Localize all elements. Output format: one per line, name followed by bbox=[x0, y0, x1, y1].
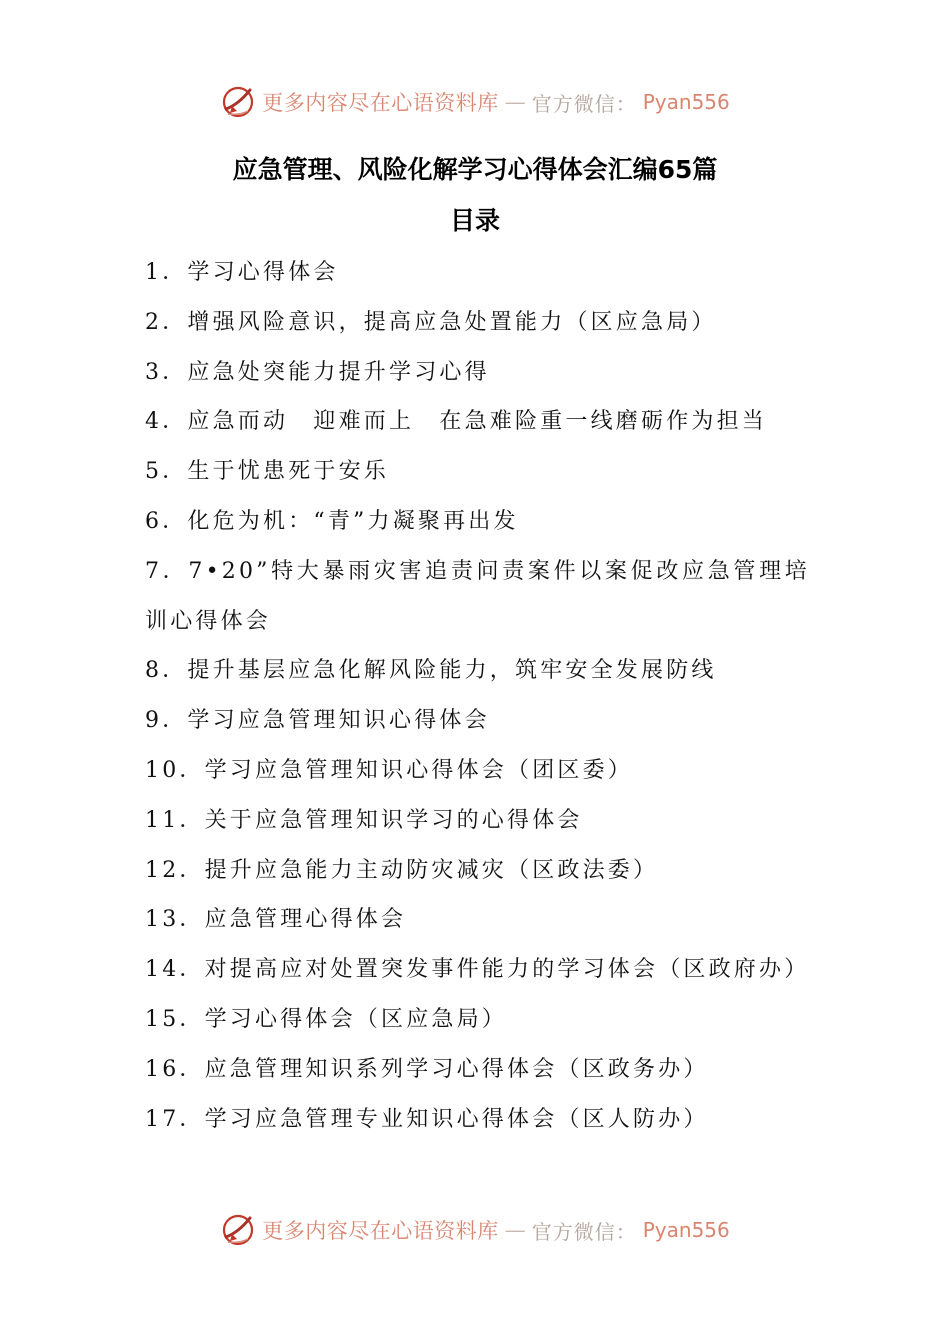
toc-item: 16．应急管理知识系列学习心得体会（区政务办） bbox=[145, 1056, 709, 1082]
toc-item: 7．7•20”特大暴雨灾害追责问责案件以案促改应急管理培训心得体会 bbox=[145, 558, 810, 634]
toc-item: 6．化危为机：“青”力凝聚再出发 bbox=[145, 508, 519, 534]
toc-item: 11．关于应急管理知识学习的心得体会 bbox=[145, 807, 583, 833]
toc-item: 2．增强风险意识，提高应急处置能力（区应急局） bbox=[145, 309, 717, 335]
watermark-official-label: 官方微信： bbox=[531, 1219, 637, 1244]
watermark-wechat-id: Pyan556 bbox=[642, 1218, 730, 1242]
watermark-text: 更多内容尽在心语资料库 bbox=[262, 91, 499, 115]
header-watermark bbox=[0, 84, 950, 120]
toc-item: 15．学习心得体会（区应急局） bbox=[145, 1006, 507, 1032]
toc-heading: 目录 bbox=[449, 206, 500, 235]
watermark-official-label: 官方微信： bbox=[531, 91, 637, 116]
watermark-text: 更多内容尽在心语资料库 bbox=[262, 1219, 499, 1243]
pen-circle-logo-icon bbox=[220, 84, 256, 120]
watermark-wechat-id: Pyan556 bbox=[642, 90, 730, 114]
watermark-separator: — bbox=[504, 90, 526, 114]
footer-watermark bbox=[0, 1212, 950, 1248]
toc-item: 12．提升应急能力主动防灾减灾（区政法委） bbox=[145, 857, 659, 883]
toc-item: 4．应急而动 迎难而上 在急难险重一线磨砺作为担当 bbox=[145, 409, 767, 435]
toc-item: 13．应急管理心得体会 bbox=[145, 907, 407, 933]
toc-item: 8．提升基层应急化解风险能力，筑牢安全发展防线 bbox=[145, 658, 717, 684]
pen-circle-logo-icon bbox=[220, 1212, 256, 1248]
toc-item: 9．学习应急管理知识心得体会 bbox=[145, 708, 490, 734]
toc-item: 10．学习应急管理知识心得体会（团区委） bbox=[145, 757, 633, 783]
toc-item: 14．对提高应对处置突发事件能力的学习体会（区政府办） bbox=[145, 957, 810, 983]
watermark-separator: — bbox=[504, 1218, 526, 1242]
document-title: 应急管理、风险化解学习心得体会汇编65篇 bbox=[232, 155, 718, 184]
toc-item: 17．学习应急管理专业知识心得体会（区人防办） bbox=[145, 1106, 709, 1132]
toc-item: 1．学习心得体会 bbox=[145, 260, 339, 285]
toc-item: 3．应急处突能力提升学习心得 bbox=[145, 359, 490, 385]
table-of-contents bbox=[145, 248, 810, 1144]
toc-item: 5．生于忧患死于安乐 bbox=[145, 459, 389, 485]
